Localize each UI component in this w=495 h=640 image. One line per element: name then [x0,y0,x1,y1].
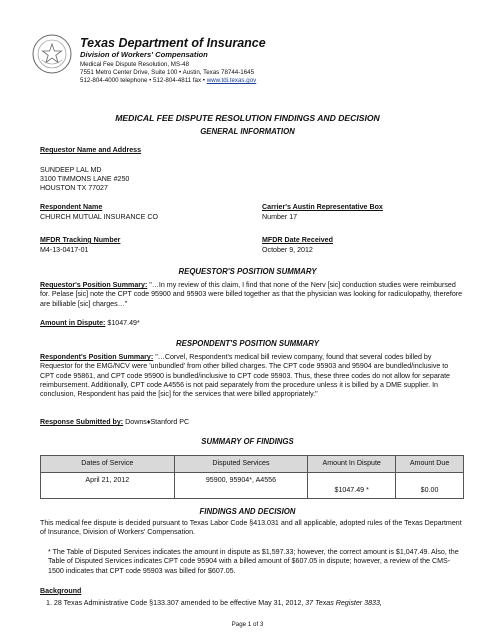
received-label: MFDR Date Received [262,236,333,244]
table-cell: 95900, 95904*, A4556 [174,473,308,499]
requestor-street: 3100 TIMMONS LANE #250 [40,175,130,183]
submitted-label: Response Submitted by: [40,418,124,426]
table-cell: April 21, 2012 [41,473,175,499]
findings-intro: This medical fee dispute is decided pursuant to Texas Labor Code §413.031 and all applicable, adopted rules of the Texas Department of Insurance, Division of Workers' Compensation. [40,519,462,537]
findings-note: * The Table of Disputed Services indicates the amount in dispute as $1,597.33; however, the correct amount is $1,047.49. Also, the Table of Disputed Services indicates CPT code 95904 with a billed amount of $607.05 in dispute; however, a review of the CMS-1500 indicates that CPT code 95903 was billed for $607.05. [48,548,459,575]
summary-heading: SUMMARY OF FINDINGS [201,437,294,446]
amount-in-dispute [40,319,464,328]
amount-value: $1047.49* [105,319,140,327]
tracking-label: MFDR Tracking Number [40,236,121,244]
respondent-position-label: Respondent's Position Summary: [40,353,154,361]
texas-seal-icon [32,34,72,74]
page-number: Page 1 of 3 [231,621,264,628]
requestor-position-label: Requestor's Position Summary: [40,281,148,289]
requestor-position-body: "…In my review of this claim, I find that none of the Nerv [sic] conduction studies were reimbursed for. Pelase [sic] note the CPT code 95900 and 95903 were billed together as that the physician was looking for radiculopathy, therefore are billiable [sic] charges…" [40,281,463,308]
requestor-position-text [40,281,464,309]
tracking-value: M4-13-0417-01 [40,246,89,254]
table-cell: $0.00 [396,473,464,499]
header-contact [80,77,256,85]
amount-label: Amount in Dispute: [40,319,106,327]
respondent-position-body: "…Corvel, Respondent's medical bill review company, found that several codes billed by Requestor for the EMG/NCV were 'unbundled' from other billed charges. The CPT code 95903 and 95904 are bundled/inclusive to CPT code 95861, and CPT code 95900 is bundled/inclusive to CPT code 95903. Thus, these three codes do not allow for separate reimbursement. Additionally, CPT code A4556 is not paid separately from the procedure unless it is billed by a DME supplier. In conclusion, Respondent has paid the [sic] for the services that were billed appropriately." [40,353,450,399]
respondent-value: CHURCH MUTUAL INSURANCE CO [40,213,158,221]
requestor-city: HOUSTON TX 77027 [40,184,108,192]
contact-text: 512-804-4000 telephone • 512-804-4811 fax • [80,77,207,84]
response-submitted [40,418,464,427]
general-heading: GENERAL INFORMATION [200,127,295,136]
table-cell: $1047.49 * [308,473,396,499]
requestor-name: SUNDEEP LAL MD [40,166,102,174]
background-label: Background [40,587,82,595]
column-header: Amount In Dispute [308,456,396,473]
carrier-label: Carrier's Austin Representative Box [262,203,383,211]
document-title: MEDICAL FEE DISPUTE RESOLUTION FINDINGS AND DECISION [115,113,380,123]
background-item-citation: 37 Texas Register 3833, [305,599,382,607]
respondent-position-text [40,353,464,400]
division-name: Division of Workers' Compensation [80,50,208,59]
table-row [41,473,464,499]
requestor-position-heading: REQUESTOR'S POSITION SUMMARY [178,267,317,276]
background-item [46,599,470,608]
column-header: Amount Due [396,456,464,473]
column-header: Disputed Services [174,456,308,473]
background-item-text: 1. 28 Texas Administrative Code §133.307 amended to be effective May 31, 2012, [46,599,306,607]
findings-heading: FINDINGS AND DECISION [199,507,296,516]
table-header-row [41,456,464,473]
summary-table [40,455,464,499]
carrier-value: Number 17 [262,213,298,221]
submitted-value: Downs♦Stanford PC [123,418,190,426]
website-link[interactable]: www.tdi.texas.gov [206,77,257,84]
header-address: 7551 Metro Center Drive, Suite 100 • Austin, Texas 78744-1645 [80,69,255,76]
received-value: October 9, 2012 [262,246,313,254]
header-line: Medical Fee Dispute Resolution, MS-48 [80,61,190,68]
org-title: Texas Department of Insurance [80,36,266,50]
column-header: Dates of Service [41,456,175,473]
requestor-label: Requestor Name and Address [40,146,142,154]
respondent-label: Respondent Name [40,203,103,211]
respondent-position-heading: RESPONDENT'S POSITION SUMMARY [176,339,319,348]
